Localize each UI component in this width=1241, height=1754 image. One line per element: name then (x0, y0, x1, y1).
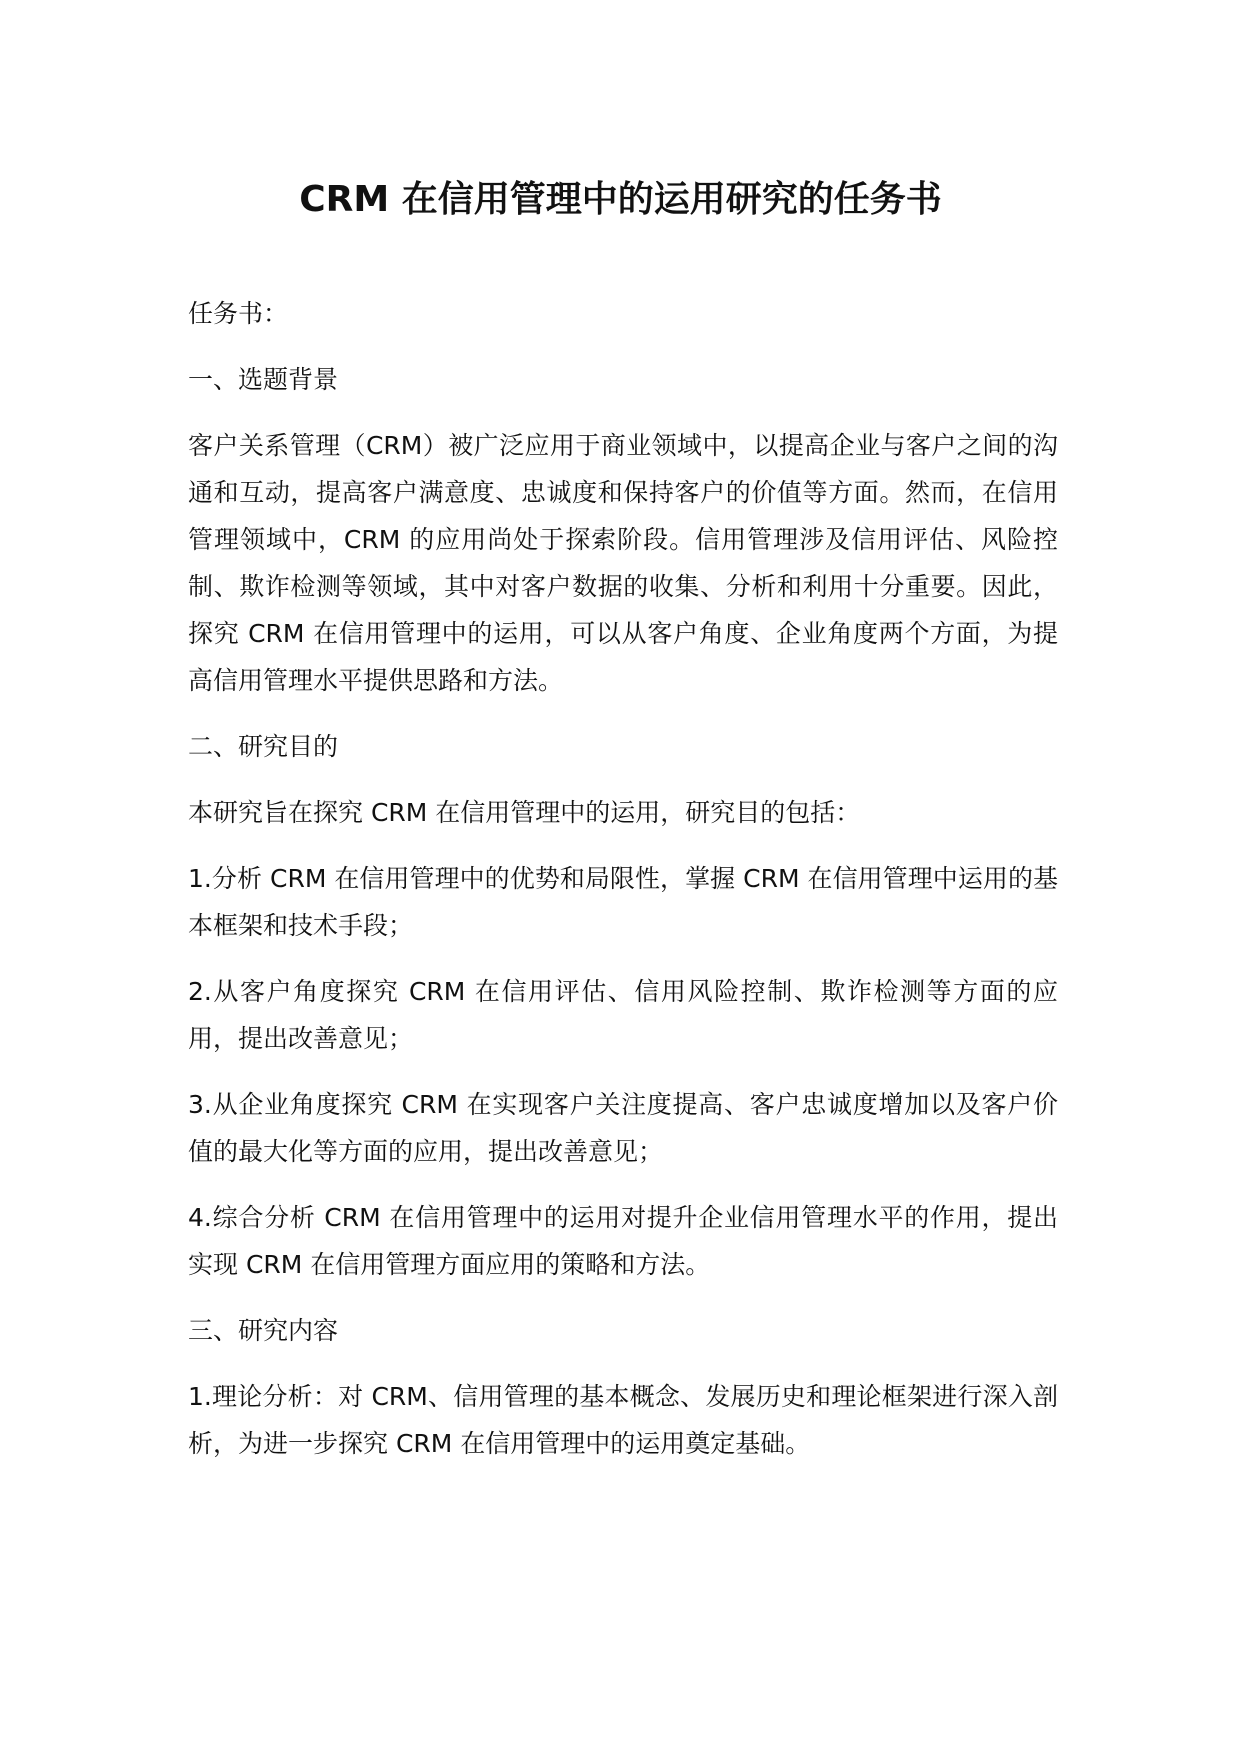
section-heading-purpose: 二、研究目的 (188, 732, 339, 761)
list-item-purpose-4: 4.综合分析 CRM 在信用管理中的运用对提升企业信用管理水平的作用，提出实现 CRM 在信用管理方面应用的策略和方法。 (188, 1203, 1058, 1279)
document-title: CRM 在信用管理中的运用研究的任务书 (299, 179, 942, 220)
document-body (188, 290, 1058, 1486)
paragraph-background: 客户关系管理（CRM）被广泛应用于商业领域中，以提高企业与客户之间的沟通和互动，提高客户满意度、忠诚度和保持客户的价值等方面。然而，在信用管理领域中，CRM 的应用尚处于探索阶段。信用管理涉及信用评估、风险控制、欺诈检测等领域，其中对客户数据的收集、分析和利用十分重要。因此，探究 CRM 在信用管理中的运用，可以从客户角度、企业角度两个方面，为提高信用管理水平提供思路和方法。 (188, 431, 1058, 695)
list-item-purpose-1: 1.分析 CRM 在信用管理中的优势和局限性，掌握 CRM 在信用管理中运用的基本框架和技术手段； (188, 864, 1058, 940)
list-item-purpose-3: 3.从企业角度探究 CRM 在实现客户关注度提高、客户忠诚度增加以及客户价值的最大化等方面的应用，提出改善意见； (188, 1090, 1058, 1166)
list-item-content-1: 1.理论分析：对 CRM、信用管理的基本概念、发展历史和理论框架进行深入剖析，为进一步探究 CRM 在信用管理中的运用奠定基础。 (188, 1382, 1058, 1458)
label-task-book: 任务书： (188, 299, 289, 328)
paragraph-purpose-intro: 本研究旨在探究 CRM 在信用管理中的运用，研究目的包括： (188, 798, 861, 827)
section-heading-background: 一、选题背景 (188, 365, 339, 394)
section-heading-content: 三、研究内容 (188, 1316, 339, 1345)
list-item-purpose-2: 2.从客户角度探究 CRM 在信用评估、信用风险控制、欺诈检测等方面的应用，提出改善意见； (188, 977, 1058, 1053)
